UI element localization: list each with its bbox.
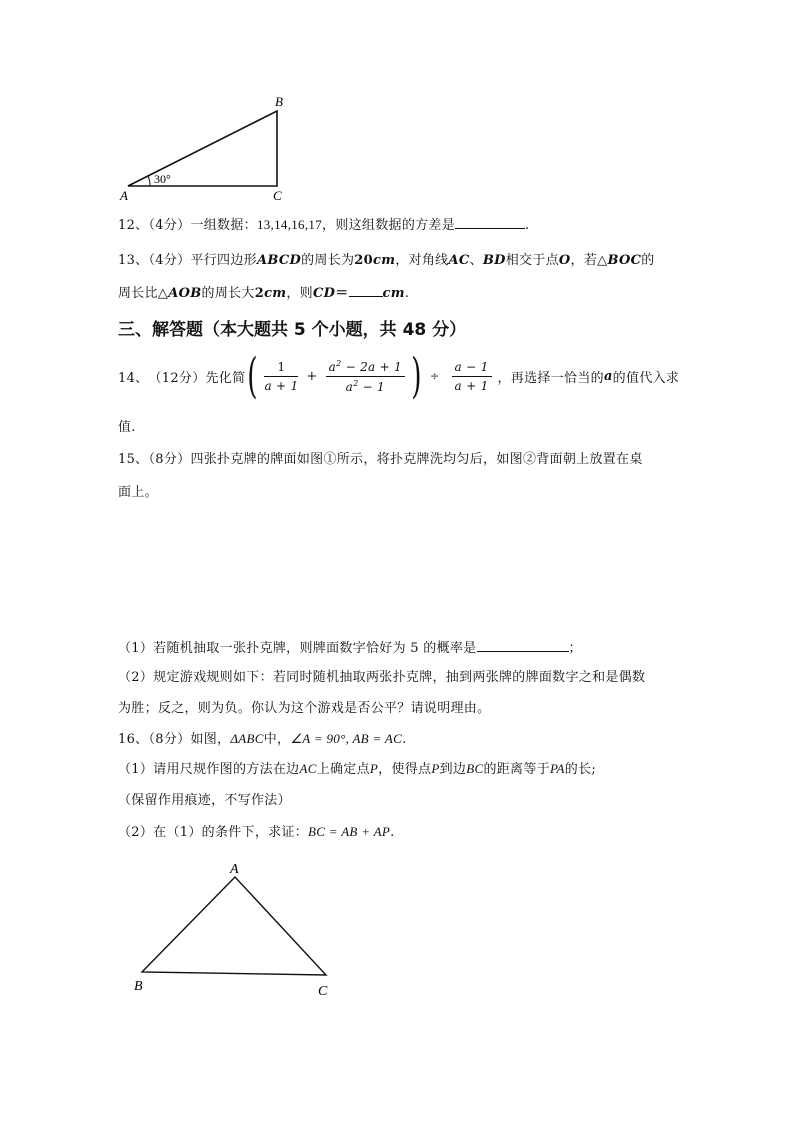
label-c: C [273, 188, 282, 203]
q16-p1f: 的长; [564, 762, 597, 777]
q13-l2c: ，则 [286, 286, 313, 301]
question-16-part2 [118, 821, 395, 840]
fraction-2 [326, 359, 405, 394]
question-14-line2: 值. [118, 420, 136, 435]
label-a: A [230, 862, 239, 877]
q12-text: 一组数据： [190, 218, 257, 233]
fraction-2-numerator [326, 359, 405, 377]
q15-t1: 四张扑克牌的牌面如图①所示，将扑克牌洗均匀后，如图②背面朝上放置在桌 [190, 452, 643, 467]
q13-eq: ＝ [335, 286, 349, 301]
q16-eqn: BC = AB + AP [308, 824, 391, 839]
q16-t1: 如图， [190, 732, 231, 747]
q15-p1: （1）若随机抽取一张扑克牌，则牌面数字恰好为 5 的概率是 [118, 641, 477, 656]
section-3-heading: 三、解答题（本大题共 5 个小题，共 48 分） [118, 320, 467, 340]
q13-l2b: 的周长大 [201, 286, 255, 301]
q16-cond: ΔABC [230, 731, 264, 746]
q16-pa: PA [549, 761, 565, 776]
q13-cd: CD [312, 286, 336, 301]
q13-o: O [558, 253, 571, 268]
q16-cond2: ∠A = 90°, AB = AC [290, 731, 403, 746]
q13-abcd: ABCD [256, 253, 302, 268]
question-12 [118, 214, 529, 233]
fraction-1-numerator: 1 [264, 360, 298, 377]
label-b: B [275, 94, 283, 109]
q14-t3: 的值代入求 [612, 370, 680, 386]
q14-t2: ，再选择一恰当的 [497, 370, 604, 386]
fraction-1-denominator: a + 1 [264, 378, 299, 393]
q13-t6: 的 [641, 253, 655, 268]
q13-score: （4分） [148, 253, 191, 268]
q14-score: （12分） [148, 370, 206, 386]
q13-end: . [404, 286, 410, 301]
q16-p1a: （1）请用尺规作图的方法在边 [118, 762, 300, 777]
q13-number: 13、 [118, 253, 149, 268]
q13-bd: BD [482, 253, 506, 268]
f2-den-a: a [345, 379, 354, 394]
q13-cm2: cm [264, 286, 287, 301]
fraction-3-denominator: a + 1 [454, 378, 489, 393]
q13-l2a: 周长比△ [118, 286, 169, 301]
left-paren: ( [247, 348, 259, 404]
q15-number: 15、 [118, 452, 149, 467]
q15-p1-end: ； [568, 641, 582, 656]
label-c: C [318, 984, 328, 999]
f2-den-exp: 2 [353, 378, 359, 388]
q16-bc: BC [466, 761, 484, 776]
q12-score: （4分） [148, 218, 191, 233]
q12-text2: ，则这组数据的方差是 [322, 218, 456, 233]
q16-p2end: . [390, 825, 395, 840]
q12-answer-blank[interactable] [455, 216, 525, 229]
label-b: B [134, 979, 143, 994]
q14-t1: 先化简 [205, 370, 246, 386]
label-a: A [120, 188, 128, 203]
angle-label: 30° [154, 172, 171, 186]
question-15-part1 [118, 637, 582, 656]
q13-sep: 、 [469, 253, 483, 268]
q16-score: （8分） [148, 732, 191, 747]
q13-cm1: cm [373, 253, 396, 268]
fraction-1 [264, 360, 298, 393]
q13-two: 2 [254, 286, 265, 301]
right-paren: ) [411, 348, 422, 404]
division-sign: ÷ [430, 369, 440, 383]
plus-sign: + [306, 368, 318, 384]
q13-ac: AC [448, 253, 470, 268]
q13-t4: 相交于点 [505, 253, 559, 268]
q13-t2: 的周长为 [301, 253, 355, 268]
f2-num-exp: 2 [336, 358, 342, 368]
q13-t1: 平行四边形 [190, 253, 257, 268]
fraction-3-numerator: a − 1 [452, 360, 492, 377]
q13-t3: ，对角线 [395, 253, 449, 268]
fraction-2-denominator [326, 377, 405, 394]
question-15-part2-line2: 为胜；反之，则为负。你认为这个游戏是否公平？请说明理由。 [118, 701, 491, 716]
triangle-abc-shape [128, 111, 277, 186]
q16-p: P [369, 761, 379, 776]
question-16-line1 [118, 728, 407, 747]
q12-number: 12、 [118, 218, 149, 233]
q13-perimeter: 20 [354, 253, 373, 268]
q16-p1c: ，使得点 [378, 762, 432, 777]
q12-end: . [525, 218, 530, 233]
figure-isosceles-triangle [128, 855, 343, 1005]
q14-number: 14、 [118, 370, 149, 386]
question-15-line2: 面上。 [118, 485, 158, 500]
question-15-line1 [118, 448, 643, 467]
question-16-part1 [118, 758, 596, 777]
q16-end: . [402, 732, 407, 747]
q16-p2a: （2）在（1）的条件下，求证： [118, 825, 309, 840]
q13-boc: BOC [607, 253, 642, 268]
f2-num-a: a [328, 359, 337, 374]
f2-den-rest: − 1 [358, 379, 385, 394]
question-15-part2-line1: （2）规定游戏规则如下：若同时随机抽取两张扑克牌，抽到两张牌的牌面数字之和是偶数 [118, 670, 646, 685]
question-13-line2 [118, 282, 409, 301]
q13-answer-blank[interactable] [349, 284, 383, 297]
question-13-line1 [118, 249, 655, 268]
q16-p2: P [431, 761, 440, 776]
q13-cm3: cm [382, 286, 405, 301]
fraction-3 [452, 360, 492, 393]
triangle-abc-outline [142, 877, 326, 975]
question-14-line1 [118, 348, 680, 404]
q16-ac: AC [299, 761, 317, 776]
figure-right-triangle [110, 90, 310, 205]
question-16-part1-note: （保留作用痕迹，不写作法） [118, 793, 291, 808]
q12-data: 13,14,16,17 [256, 217, 323, 232]
q16-p1d: 到边 [439, 762, 467, 777]
q16-p1e: 的距离等于 [483, 762, 550, 777]
q13-aob: AOB [168, 286, 202, 301]
q16-p1b: 上确定点 [316, 762, 370, 777]
q15-answer-blank[interactable] [477, 639, 569, 652]
q16-number: 16、 [118, 732, 149, 747]
q14-a: a [603, 368, 613, 384]
q13-t5: ，若△ [570, 253, 608, 268]
q15-score: （8分） [148, 452, 191, 467]
f2-num-rest: − 2a + 1 [341, 359, 402, 374]
angle-arc [148, 176, 150, 186]
q16-t2: 中， [263, 732, 291, 747]
